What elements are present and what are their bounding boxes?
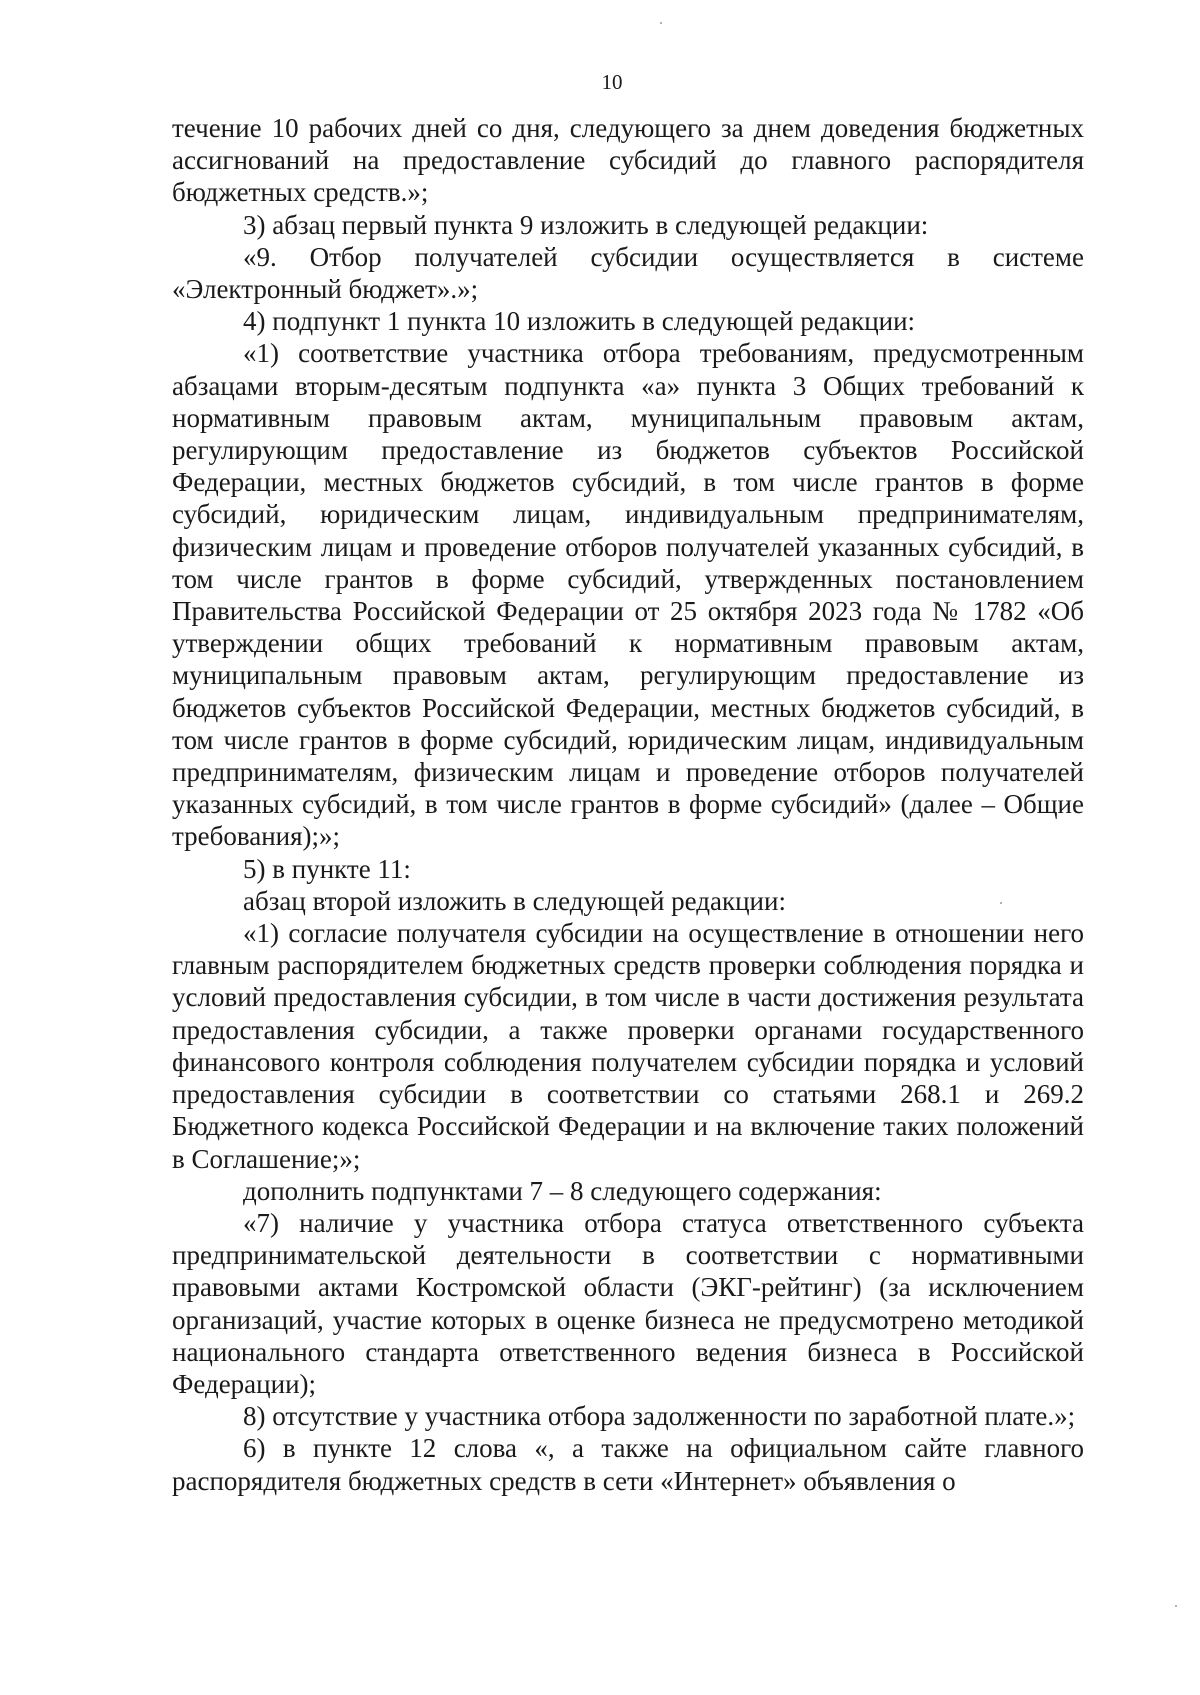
- paragraph-item-6: 6) в пункте 12 слова «, а также на официальном сайте главного распорядителя бюджетных средств в сети «Интернет» объявления о: [172, 1433, 1084, 1496]
- paragraph-continuation: течение 10 рабочих дней со дня, следующего за днем доведения бюджетных ассигнований на предоставление субсидий до главного распорядителя бюджетных средств.»;: [172, 113, 1084, 208]
- paragraph-item-3: 3) абзац первый пункта 9 изложить в следующей редакции:: [243, 209, 929, 240]
- document-body: [172, 112, 1084, 1497]
- paragraph-quote-1: «1) соответствие участника отбора требованиям, предусмотренным абзацами вторым-десятым подпункта «а» пункта 3 Общих требований к нормативным правовым актам, муниципальным правовым актам, регулирующим предоставление из бюджетов субъектов Российской Федерации, местных бюджетов субсидий, в том числе грантов в форме субсидий, юридическим лицам, индивидуальным предпринимателям, физическим лицам и проведение отборов получателей указанных субсидий, в том числе грантов в форме субсидий, утвержденных постановлением Правительства Российской Федерации от 25 октября 2023 года № 1782 «Об утверждении общих требований к нормативным правовым актам, муниципальным правовым актам, регулирующим предоставление из бюджетов субъектов Российской Федерации, местных бюджетов субсидий, в том числе грантов в форме субсидий, юридическим лицам, индивидуальным предпринимателям, физическим лицам и проведение отборов получателей указанных субсидий, в том числе грантов в форме субсидий» (далее – Общие требования);»;: [172, 338, 1084, 852]
- scan-speck: [1175, 1605, 1177, 1607]
- scan-speck: [660, 22, 662, 24]
- paragraph-item-4: 4) подпункт 1 пункта 10 изложить в следующей редакции:: [243, 306, 916, 337]
- paragraph-quote-7: «7) наличие у участника отбора статуса ответственного субъекта предпринимательской деятельности в соответствии с нормативными правовыми актами Костромской области (ЭКГ-рейтинг) (за исключением организаций, участие которых в оценке бизнеса не предусмотрено методикой национального стандарта ответственного ведения бизнеса в Российской Федерации);: [172, 1207, 1084, 1399]
- paragraph-second-abzac: абзац второй изложить в следующей редакции:: [243, 885, 786, 916]
- paragraph-quote-consent: «1) согласие получателя субсидии на осуществление в отношении него главным распорядителем бюджетных средств проверки соблюдения порядка и условий предоставления субсидии, в том числе в части достижения результата предоставления субсидии, а также проверки органами государственного финансового контроля соблюдения получателем субсидии порядка и условий предоставления субсидии в соответствии со статьями 268.1 и 269.2 Бюджетного кодекса Российской Федерации и на включение таких положений в Соглашение;»;: [172, 918, 1084, 1174]
- page-number: 10: [601, 70, 623, 94]
- paragraph-supplement: дополнить подпунктами 7 – 8 следующего содержания:: [243, 1175, 882, 1206]
- paragraph-item-8: 8) отсутствие у участника отбора задолженности по заработной плате.»;: [243, 1401, 1076, 1432]
- paragraph-item-5: 5) в пункте 11:: [243, 853, 411, 884]
- scan-speck: [1000, 902, 1002, 904]
- paragraph-quote-9: «9. Отбор получателей субсидии осуществляется в системе «Электронный бюджет».»;: [172, 241, 1084, 305]
